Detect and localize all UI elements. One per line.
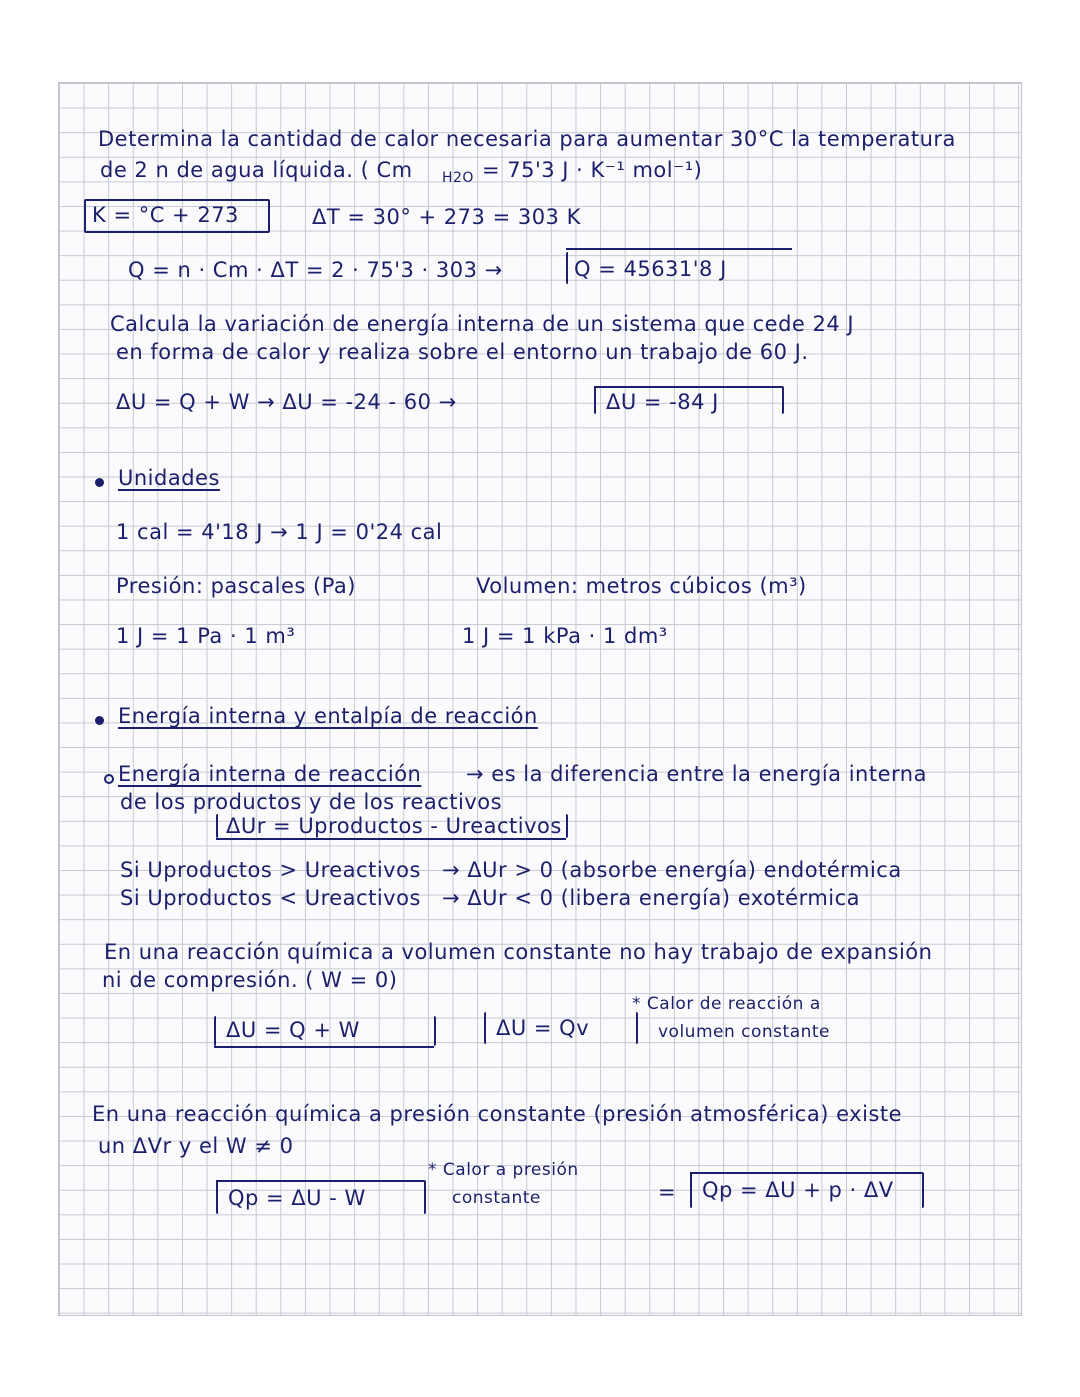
volume-formula2: ΔU = Qv xyxy=(496,1016,590,1040)
volume-formula1: ΔU = Q + W xyxy=(226,1018,360,1042)
pressure-formula2: Qp = ΔU + p · ΔV xyxy=(702,1178,894,1202)
pressure-line2: un ΔVr y el W ≠ 0 xyxy=(98,1134,294,1158)
condition2-left: Si Uproductos < Ureactivos xyxy=(120,886,421,910)
units-volume: Volumen: metros cúbicos (m³) xyxy=(476,574,807,598)
delta-ur-formula: ΔUr = Uproductos - Ureactivos xyxy=(226,814,562,838)
units-joule-kpa: 1 J = 1 kPa · 1 dm³ xyxy=(462,624,668,648)
definition-line2: de los productos y de los reactivos xyxy=(120,790,503,814)
kelvin-formula: K = °C + 273 xyxy=(92,203,239,227)
volume-line2: ni de compresión. ( W = 0) xyxy=(102,968,398,992)
q-result-overline xyxy=(566,248,792,250)
units-pressure: Presión: pascales (Pa) xyxy=(116,574,356,598)
sub-heading: Energía interna de reacción xyxy=(118,762,422,786)
problem1-line2-end: = 75'3 J · K⁻¹ mol⁻¹) xyxy=(482,158,703,182)
pressure-box1-overline xyxy=(216,1180,424,1182)
problem2-result: ΔU = -84 J xyxy=(606,390,719,414)
pressure-note2: constante xyxy=(452,1188,541,1208)
volume-line1: En una reacción química a volumen constante no hay trabajo de expansión xyxy=(104,940,933,964)
units-joule-pa: 1 J = 1 Pa · 1 m³ xyxy=(116,624,296,648)
problem1-line2: de 2 n de agua líquida. ( Cm xyxy=(100,158,413,182)
q-formula: Q = n · Cm · ΔT = 2 · 75'3 · 303 → xyxy=(128,258,503,282)
section-bullet xyxy=(95,716,104,725)
delta-ur-underline xyxy=(216,838,566,840)
volume-note1: * Calor de reacción a xyxy=(632,994,821,1014)
units-bullet xyxy=(95,478,104,487)
problem2-line1: Calcula la variación de energía interna de un sistema que cede 24 J xyxy=(110,312,855,336)
pressure-note1: * Calor a presión xyxy=(428,1160,579,1180)
pressure-box2-overline xyxy=(690,1172,922,1174)
condition1-right: → ΔUr > 0 (absorbe energía) endotérmica xyxy=(442,858,902,882)
condition1-left: Si Uproductos > Ureactivos xyxy=(120,858,421,882)
q-result: Q = 45631'8 J xyxy=(574,257,727,281)
volume-note2: volumen constante xyxy=(658,1022,831,1042)
problem1-line1: Determina la cantidad de calor necesaria para aumentar 30°C la temperatura xyxy=(98,127,956,151)
pressure-equals: = xyxy=(658,1180,677,1204)
units-title: Unidades xyxy=(118,466,220,490)
delta-t-formula: ΔT = 30° + 273 = 303 K xyxy=(312,205,581,229)
pressure-line1: En una reacción química a presión constante (presión atmosférica) existe xyxy=(92,1102,902,1126)
problem2-formula: ΔU = Q + W → ΔU = -24 - 60 → xyxy=(116,390,457,414)
section-title: Energía interna y entalpía de reacción xyxy=(118,704,538,728)
problem2-line2: en forma de calor y realiza sobre el entorno un trabajo de 60 J. xyxy=(116,340,809,364)
sub-heading-ring xyxy=(104,774,114,784)
volume-box1-underline xyxy=(214,1046,434,1048)
pressure-formula1: Qp = ΔU - W xyxy=(228,1186,366,1210)
definition-line1: → es la diferencia entre la energía interna xyxy=(466,762,927,786)
condition2-right: → ΔUr < 0 (libera energía) exotérmica xyxy=(442,886,861,910)
problem1-cm-subscript: H2O xyxy=(442,170,474,186)
units-cal: 1 cal = 4'18 J → 1 J = 0'24 cal xyxy=(116,520,443,544)
